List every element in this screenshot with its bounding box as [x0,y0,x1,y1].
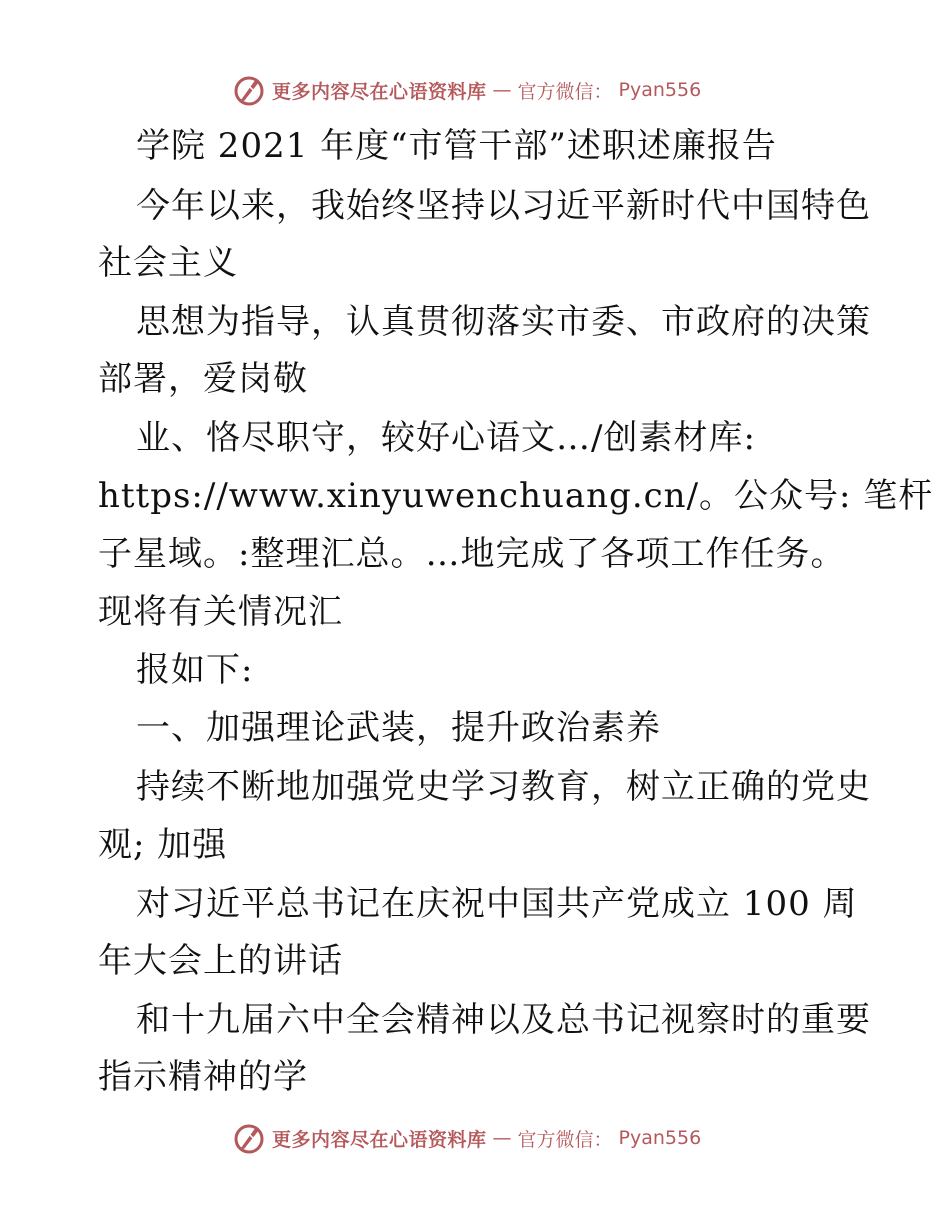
document-title: 学院 2021 年度“市管干部”述职述廉报告 [136,126,777,166]
banner-separator: — [492,79,512,101]
paragraph-line: 业、恪尽职守，较好心语文…/创素材库: [136,418,756,458]
banner-wechat-id: Pyan556 [618,1127,702,1149]
quill-logo-icon [232,1121,266,1155]
section-heading: 一、加强理论武装，提升政治素养 [136,708,661,748]
paragraph-line: 今年以来，我始终坚持以习近平新时代中国特色 [136,186,871,226]
paragraph-line: 社会主义 [98,243,238,283]
quill-logo-icon [232,73,266,107]
paragraph-line: 持续不断地加强党史学习教育，树立正确的党史 [136,767,871,807]
paragraph-line: 子星域。:整理汇总。…地完成了各项工作任务。 [98,534,846,574]
paragraph-line: 现将有关情况汇 [98,592,343,632]
paragraph-line: 年大会上的讲话 [98,941,343,981]
paragraph-line: 报如下: [136,650,254,690]
header-watermark [232,70,701,110]
banner-wechat-label: 官方微信： [517,1128,613,1151]
paragraph-line: 对习近平总书记在庆祝中国共产党成立 100 周 [136,884,858,924]
banner-main-text: 更多内容尽在心语资料库 [272,1128,487,1151]
paragraph-line: https://www.xinyuwenchuang.cn/。公众号: 笔杆 [98,476,934,516]
footer-watermark [232,1118,701,1158]
paragraph-line: 部署，爱岗敬 [98,359,308,399]
banner-wechat-id: Pyan556 [618,79,702,101]
paragraph-line: 观; 加强 [98,825,228,865]
paragraph-line: 指示精神的学 [98,1057,308,1097]
banner-wechat-label: 官方微信： [517,80,613,103]
paragraph-line: 和十九届六中全会精神以及总书记视察时的重要 [136,1000,871,1040]
banner-separator: — [492,1127,512,1149]
banner-main-text: 更多内容尽在心语资料库 [272,80,487,103]
paragraph-line: 思想为指导，认真贯彻落实市委、市政府的决策 [136,302,871,342]
